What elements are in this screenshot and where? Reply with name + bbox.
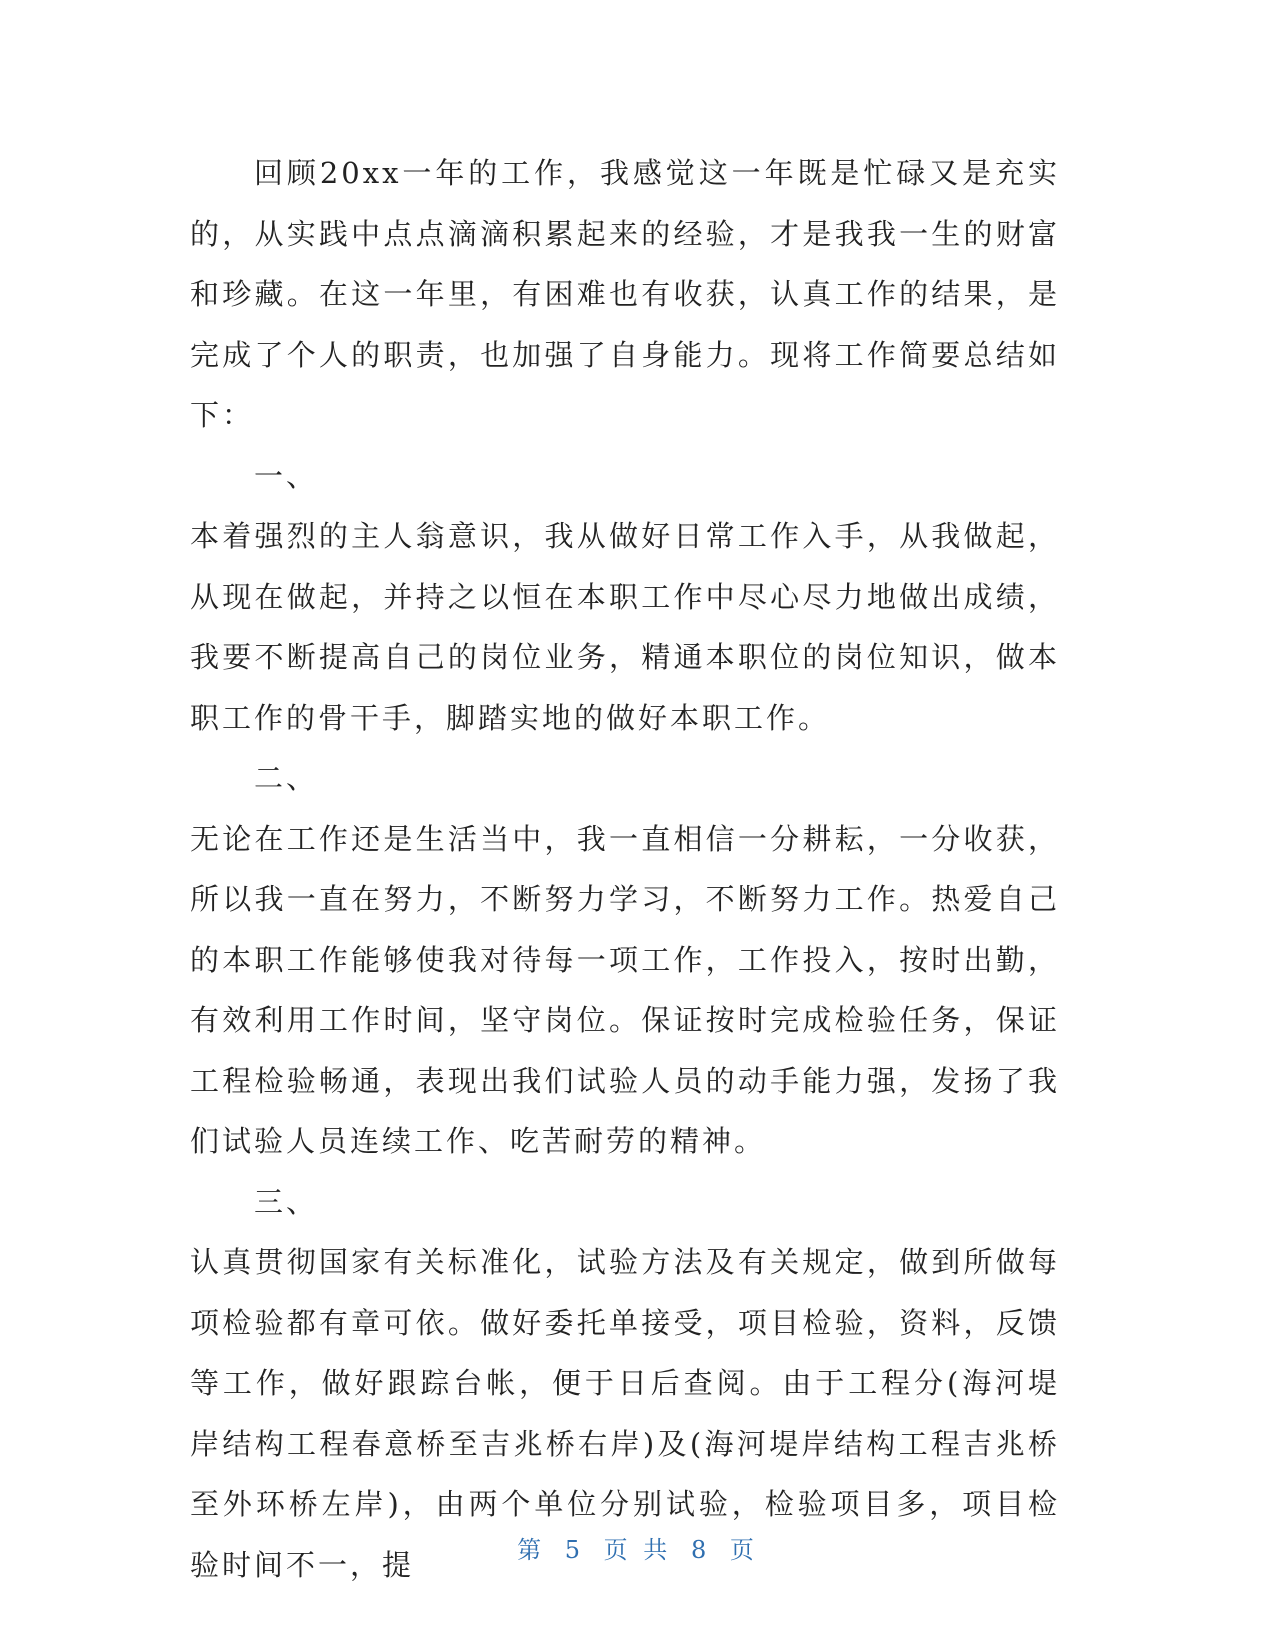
section-heading-1: 一、 — [254, 458, 319, 493]
section-body-3: 认真贯彻国家有关标准化，试验方法及有关规定，做到所做每项检验都有章可依。做好委托单接受，项目检验，资料，反馈等工作，做好跟踪台帐，便于日后查阅。由于工程分(海河堤岸结构工程春意桥至吉兆桥右岸)及(海河堤岸结构工程吉兆桥至外环桥左岸)，由两个单位分别试验，检验项目多，项目检验时间不一，提 — [190, 1245, 1060, 1582]
section-body-1: 本着强烈的主人翁意识，我从做好日常工作入手，从我做起，从现在做起，并持之以恒在本职工作中尽心尽力地做出成绩，我要不断提高自己的岗位业务，精通本职位的岗位知识，做本职工作的骨干手，脚踏实地的做好本职工作。 — [190, 519, 1060, 735]
footer-total-pages: 8 — [690, 1536, 711, 1564]
section-heading-2: 二、 — [254, 761, 319, 795]
footer-middle: 页 共 — [603, 1536, 672, 1564]
section-body-2: 无论在工作还是生活当中，我一直相信一分耕耘，一分收获，所以我一直在努力，不断努力学习，不断努力工作。热爱自己的本职工作能够使我对待每一项工作，工作投入，按时出勤，有效利用工作时间，坚守岗位。保证按时完成检验任务，保证工程检验畅通，表现出我们试验人员的动手能力强，发扬了我们试验人员连续工作、吃苦耐劳的精神。 — [190, 821, 1060, 1158]
footer-current-page: 5 — [564, 1536, 585, 1564]
section-heading-3: 三、 — [254, 1184, 319, 1219]
footer-prefix: 第 — [517, 1536, 546, 1564]
footer-suffix: 页 — [729, 1536, 758, 1564]
document-body — [190, 143, 1060, 1595]
intro-paragraph: 回顾20xx一年的工作，我感觉这一年既是忙碌又是充实的，从实践中点点滴滴积累起来的经验，才是我我一生的财富和珍藏。在这一年里，有困难也有收获，认真工作的结果，是完成了个人的职责，也加强了自身能力。现将工作简要总结如下： — [190, 156, 1060, 432]
page-footer — [0, 1530, 1275, 1565]
